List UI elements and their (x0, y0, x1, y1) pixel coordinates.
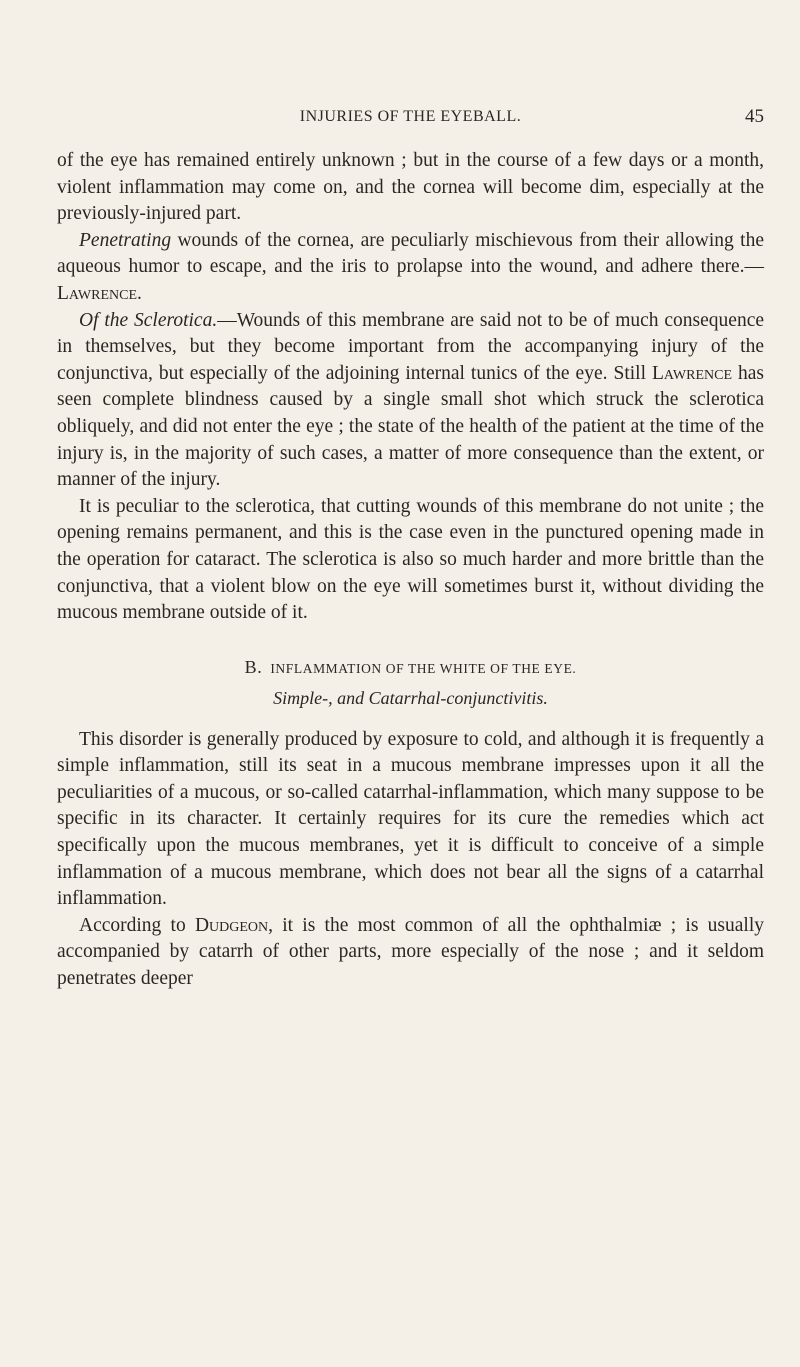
author-name: Dudgeon (194, 914, 269, 936)
paragraph-text: . (137, 282, 142, 304)
paragraph-cutting-wounds: It is peculiar to the sclerotica, that cutting wounds of this membrane do not unite ; the opening remains permanent, and this is the case even in the punctured opening made in the operation for cataract. The sclerotica is also so much harder and more brittle than the conjunctiva, that a violent blow on the eye will sometimes burst it, without dividing the mucous membrane outside of it. (57, 495, 764, 624)
book-page (57, 108, 764, 993)
page-number: 45 (745, 106, 764, 127)
paragraph-sclerotica (57, 308, 764, 494)
section-letter: B. (244, 656, 263, 677)
running-head (57, 108, 764, 138)
author-name: Lawrence (57, 282, 138, 304)
paragraph-text: wounds of the cornea, are peculiarly mischievous from their allowing the aqueous humor to escape, and the iris to prolapse into the wound, and adhere there.— (57, 229, 764, 278)
paragraph-text: , it is the most common of all the ophthalmiæ ; is usually accompanied by catarrh of other parts, more especially of the nose ; and it seldom penetrates deeper (57, 914, 764, 990)
paragraph-dudgeon (57, 913, 764, 993)
paragraph-lead-italic: Of the Sclerotica. (79, 309, 218, 331)
paragraph-text: —Wounds of this membrane are said not to be of much consequence in themselves, but they become important from the accompanying injury of the conjunctiva, but especially of the adjoining internal tunics of the eye. Still (57, 309, 765, 384)
paragraph-1: of the eye has remained entirely unknown ; but in the course of a few days or a month, violent inflammation may come on, and the cornea will become dim, especially at the previously-injured part. (57, 150, 764, 225)
paragraph-text: According to (79, 914, 195, 936)
section-heading (57, 657, 764, 678)
section-title: INFLAMMATION OF THE WHITE OF THE EYE. (270, 660, 577, 676)
section-subheading: Simple-, and Catarrhal-conjunctivitis. (273, 687, 548, 708)
paragraph-disorder: This disorder is generally produced by exposure to cold, and although it is frequently a simple inflammation, still its seat in a mucous membrane impresses upon it all the peculiarities of a mucous, or so-called catarrhal-inflammation, which many suppose to be specific in its character. It certainly requires for its cure the remedies which act specifically upon the mucous membranes, yet it is difficult to conceive of a simple inflammation of a mucous membrane, which does not bear all the signs of a catarrhal inflammation. (57, 728, 764, 910)
paragraph-penetrating-wounds (57, 228, 764, 308)
author-name: Lawrence (652, 362, 733, 384)
running-title: INJURIES OF THE EYEBALL. (299, 108, 522, 125)
paragraph-text: has seen complete blindness caused by a single small shot which struck the sclerotica obliquely, and did not enter the eye ; the state of the health of the patient at the time of the injury is, in the majority of such cases, a matter of more consequence than the extent, or manner of the injury. (57, 362, 764, 491)
paragraph-lead-italic: Penetrating (79, 229, 172, 251)
